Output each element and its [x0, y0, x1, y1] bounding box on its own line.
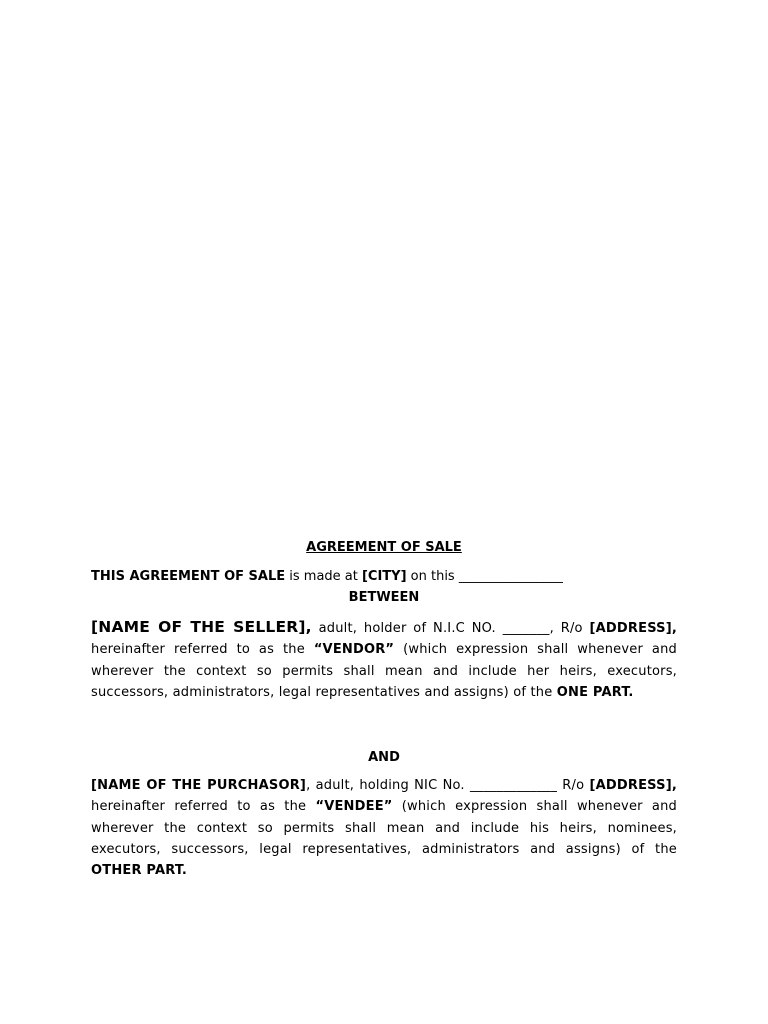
- purchaser-nic-text: , adult, holding NIC No. _____________ R/o: [306, 778, 590, 793]
- seller-paragraph: [91, 617, 677, 703]
- seller-referred-text: hereinafter referred to as the: [91, 642, 314, 658]
- and-heading: AND: [368, 750, 400, 765]
- seller-role: “VENDOR”: [313, 642, 395, 658]
- purchaser-address: [ADDRESS],: [589, 778, 677, 793]
- purchaser-referred-text: hereinafter referred to as the: [91, 799, 316, 815]
- intro-city: [CITY]: [361, 569, 407, 584]
- intro-bold-title: THIS AGREEMENT OF SALE: [91, 569, 286, 584]
- seller-nic-text: adult, holder of N.I.C NO. _______, R/o: [311, 621, 590, 636]
- purchaser-part: OTHER PART.: [91, 863, 188, 879]
- seller-part: ONE PART.: [556, 684, 634, 700]
- purchaser-name: [NAME OF THE PURCHASOR]: [91, 778, 307, 793]
- seller-address: [ADDRESS],: [589, 621, 678, 636]
- purchaser-expression-text: (which expression shall whenever and wherever the context so permits shall mean and include his heirs, nominees, executors, successors, legal representatives, administrators and assigns) of the: [91, 799, 677, 857]
- purchaser-paragraph: [91, 775, 677, 881]
- between-heading: BETWEEN: [348, 590, 420, 605]
- intro-date-blank: on this ________________: [406, 569, 563, 584]
- seller-name: [NAME OF THE SELLER],: [91, 618, 312, 636]
- seller-expression-text: (which expression shall whenever and wherever the context so permits shall mean and include her heirs, executors, successors, administrators, legal representatives and assigns) of the: [91, 642, 677, 700]
- document-title: AGREEMENT OF SALE: [306, 540, 462, 555]
- purchaser-role: “VENDEE”: [315, 799, 393, 815]
- intro-text: is made at: [285, 569, 362, 584]
- agreement-intro: [91, 566, 677, 587]
